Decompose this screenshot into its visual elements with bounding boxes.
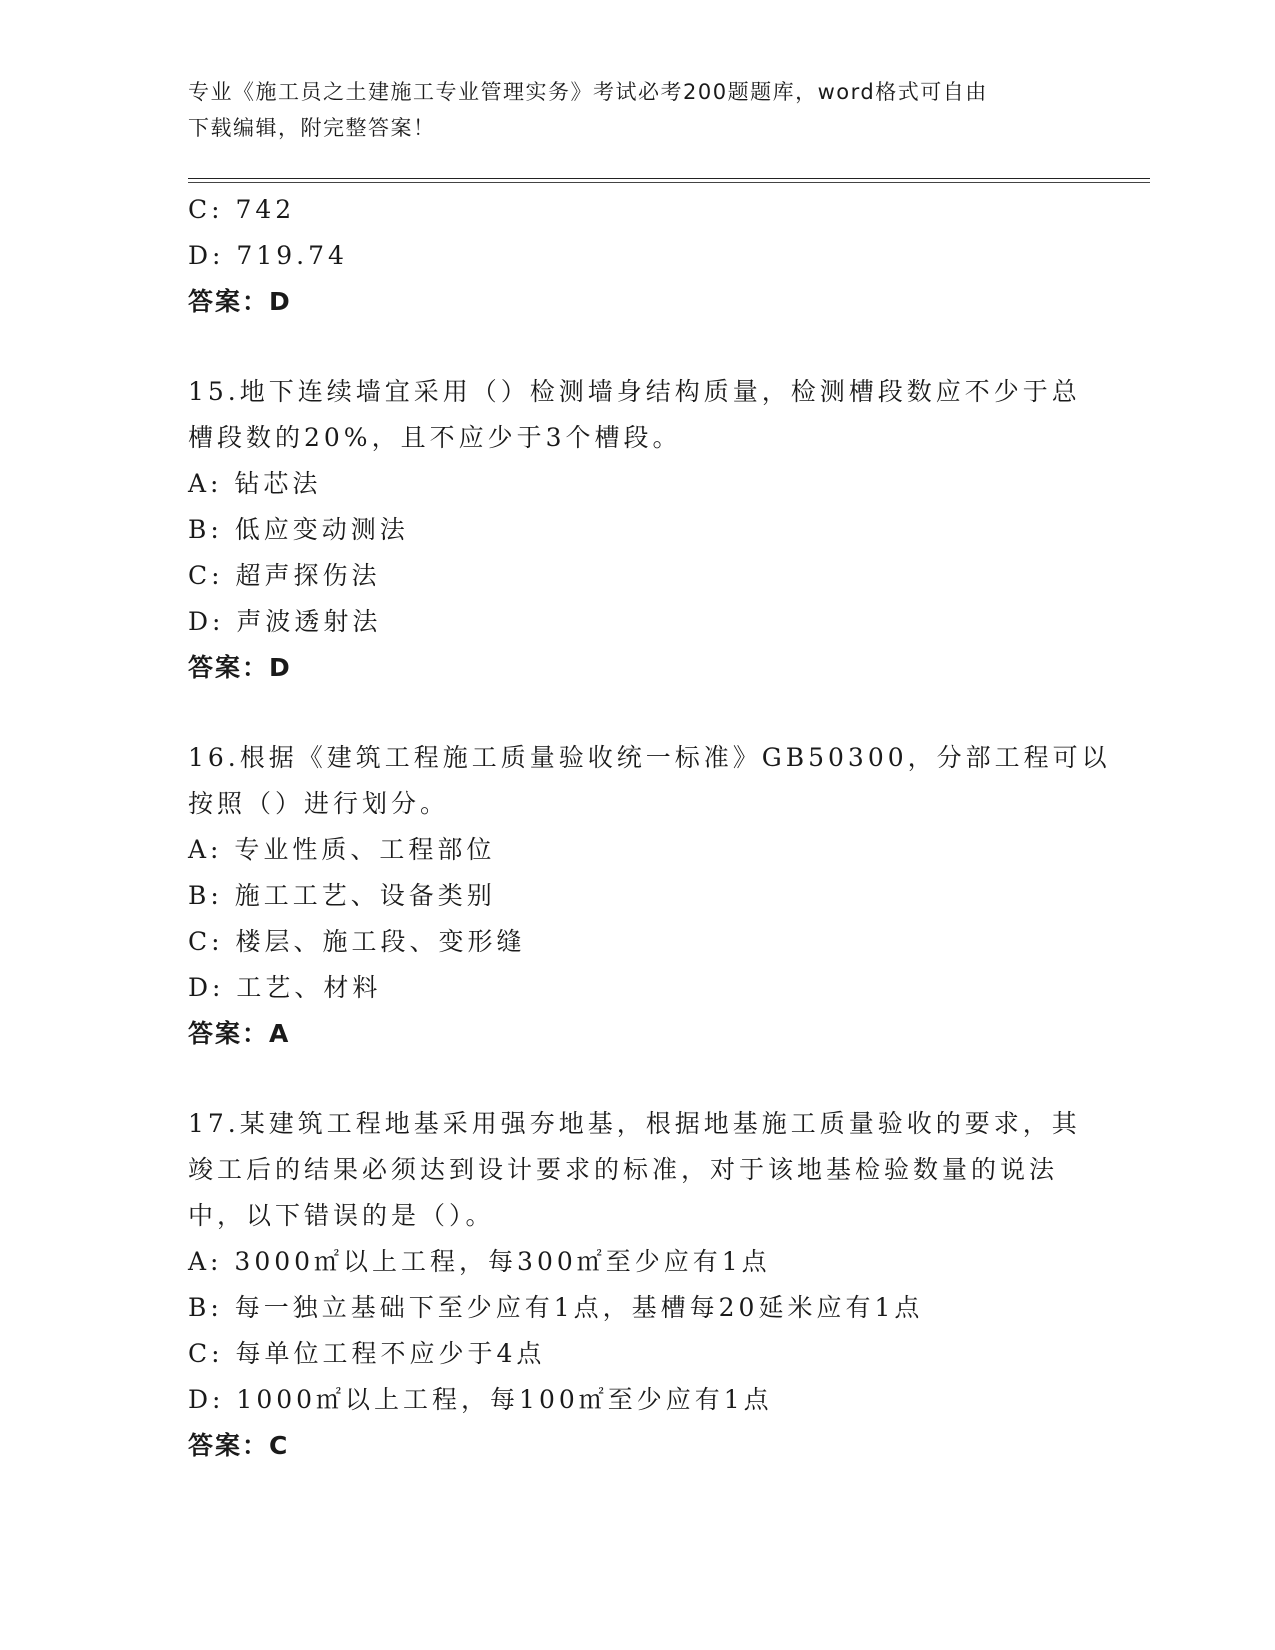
question-block-14 <box>188 187 1088 325</box>
option-c: C: 超声探伤法 <box>188 561 381 590</box>
option-c: C: 楼层、施工段、变形缝 <box>188 927 526 956</box>
option-b: B: 低应变动测法 <box>188 515 409 544</box>
question-stem: 按照（）进行划分。 <box>188 789 450 818</box>
header-rule-thin <box>188 182 1150 183</box>
header-rule-thick <box>188 178 1150 179</box>
option-a: A: 钻芯法 <box>188 469 322 498</box>
question-block-15 <box>188 369 1088 691</box>
option-d: D: 1000㎡以上工程，每100㎡至少应有1点 <box>188 1385 773 1414</box>
answer-label: 答案：C <box>188 1431 290 1460</box>
answer-label: 答案：D <box>188 653 292 682</box>
option-d: D: 声波透射法 <box>188 607 382 636</box>
option-d: D: 工艺、材料 <box>188 973 382 1002</box>
option-b: B: 施工工艺、设备类别 <box>188 881 496 910</box>
question-content <box>188 187 1111 1469</box>
question-stem: 竣工后的结果必须达到设计要求的标准，对于该地基检验数量的说法 <box>188 1155 1059 1184</box>
question-stem: 中，以下错误的是（）。 <box>188 1201 495 1230</box>
question-stem: 15.地下连续墙宜采用（）检测墙身结构质量，检测槽段数应不少于总 <box>188 377 1081 406</box>
block-spacer <box>188 691 1088 735</box>
question-block-16 <box>188 735 1111 1057</box>
answer-label: 答案：A <box>188 1019 291 1048</box>
block-spacer <box>188 1057 1088 1101</box>
option-a: A: 3000㎡以上工程，每300㎡至少应有1点 <box>188 1247 771 1276</box>
option-a: A: 专业性质、工程部位 <box>188 835 496 864</box>
question-stem: 槽段数的20%，且不应少于3个槽段。 <box>188 423 682 452</box>
page-header <box>188 74 1078 146</box>
option-d: D: 719.74 <box>188 241 348 270</box>
header-title-line2: 下载编辑，附完整答案！ <box>188 116 436 140</box>
answer-label: 答案：D <box>188 287 292 316</box>
question-block-17 <box>188 1101 1088 1469</box>
option-b: B: 每一独立基础下至少应有1点，基槽每20延米应有1点 <box>188 1293 924 1322</box>
question-stem: 17.某建筑工程地基采用强夯地基，根据地基施工质量验收的要求，其 <box>188 1109 1081 1138</box>
question-stem: 16.根据《建筑工程施工质量验收统一标准》GB50300，分部工程可以 <box>188 743 1111 772</box>
option-c: C: 742 <box>188 195 296 224</box>
option-c: C: 每单位工程不应少于4点 <box>188 1339 546 1368</box>
header-title-line1: 专业《施工员之土建施工专业管理实务》考试必考200题题库，word格式可自由 <box>188 80 988 104</box>
block-spacer <box>188 325 1088 369</box>
